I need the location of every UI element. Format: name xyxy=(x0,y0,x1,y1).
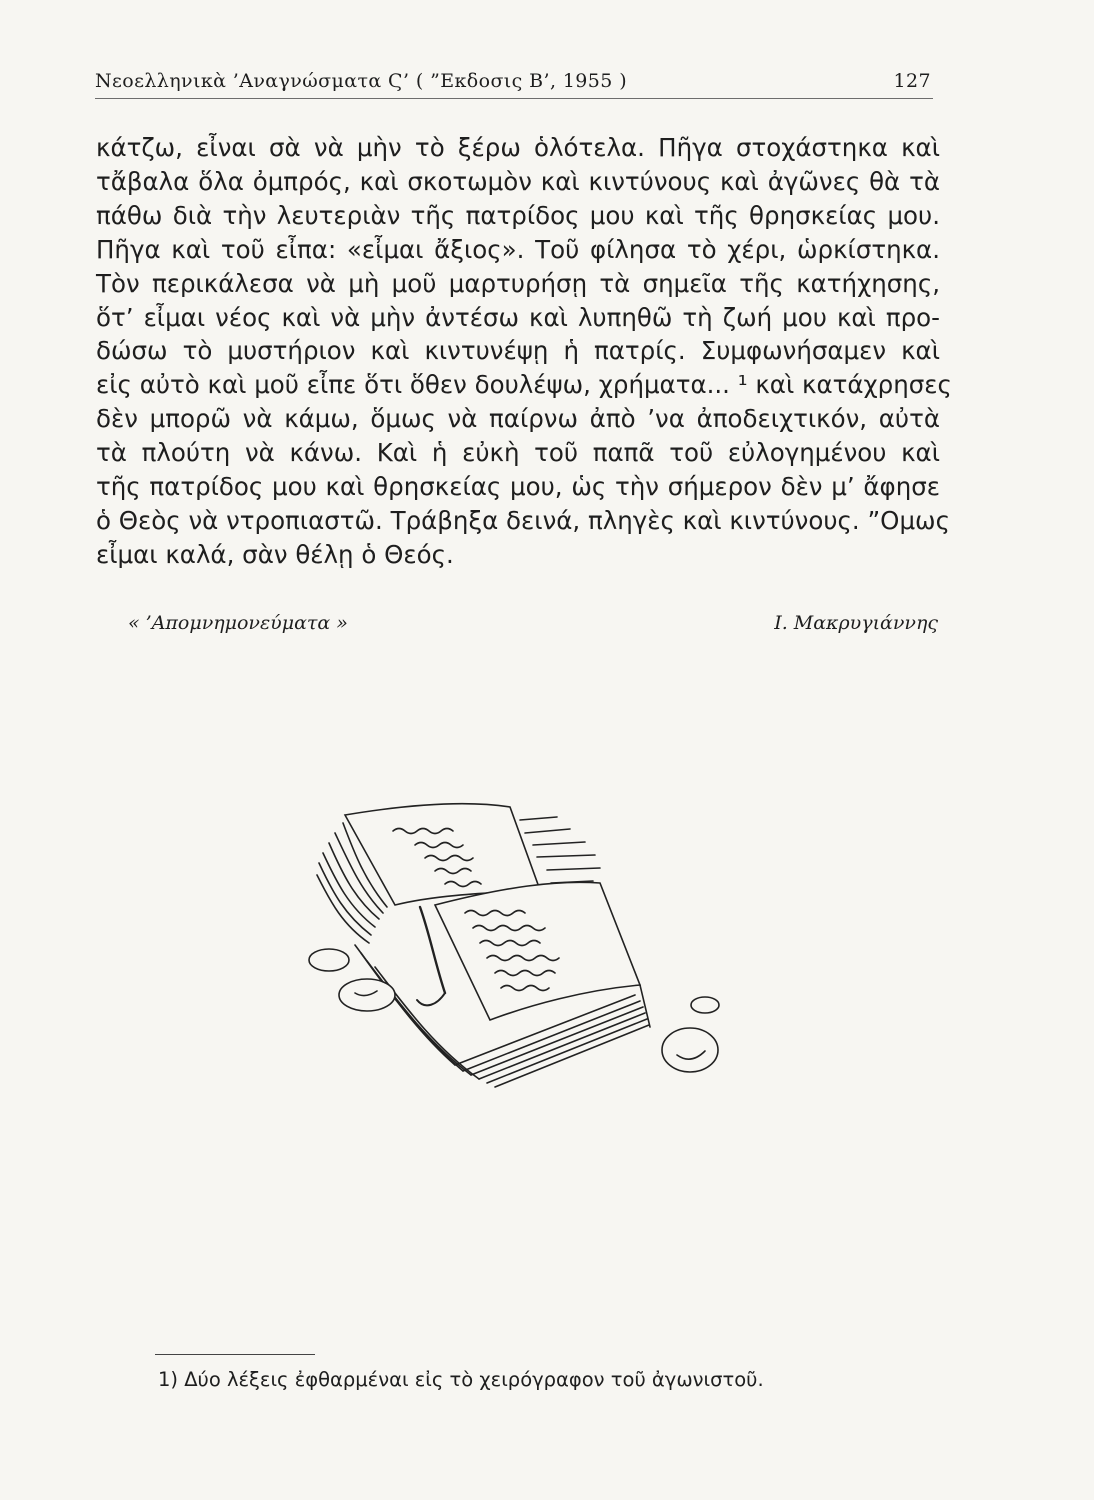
running-header xyxy=(95,68,933,99)
author-name: Ι. Μακρυγιάννης xyxy=(774,612,938,634)
text-line: ὁ Θεὸς νὰ ντροπιαστῶ. Τράβηξα δεινά, πληγὲς καὶ κιντύνους. ”Ομως xyxy=(96,505,950,535)
text-line: τἄβαλα ὅλα ὀμπρός, καὶ σκοτωμὸν καὶ κιντύνους καὶ ἀγῶνες θὰ τὰ xyxy=(96,166,940,196)
source-work-title: « ’Απομνημονεύματα » xyxy=(128,612,348,634)
text-line: ὅτ’ εἶμαι νέος καὶ νὰ μὴν ἀντέσω καὶ λυπηθῶ τὴ ζωή μου καὶ προ- xyxy=(96,302,940,332)
footnote: 1) Δύο λέξεις ἐφθαρμέναι εἰς τὸ χειρόγραφον τοῦ ἀγωνιστοῦ. xyxy=(158,1368,764,1391)
page-number: 127 xyxy=(893,70,931,92)
manuscript-bundle-icon xyxy=(295,795,775,1105)
body-text xyxy=(96,131,952,572)
text-line: εἶμαι καλά, σὰν θέλῃ ὁ Θεός. xyxy=(96,539,454,569)
text-line: πάθω διὰ τὴν λευτεριὰν τῆς πατρίδος μου καὶ τῆς θρησκείας μου. xyxy=(96,200,940,230)
text-line: δὲν μπορῶ νὰ κάμω, ὅμως νὰ παίρνω ἀπὸ ’να ἀποδειχτικόν, αὐτὰ xyxy=(96,404,940,434)
text-line: εἰς αὐτὸ καὶ μοῦ εἶπε ὅτι ὅθεν δουλέψω, χρήματα... ¹ καὶ κατάχρησες xyxy=(96,370,952,400)
text-line: τὰ πλούτη νὰ κάνω. Καὶ ἡ εὐκὴ τοῦ παπᾶ τοῦ εὐλογημένου καὶ xyxy=(96,438,940,468)
text-line: Πῆγα καὶ τοῦ εἶπα: «εἶμαι ἄξιος». Τοῦ φίλησα τὸ χέρι, ὡρκίστηκα. xyxy=(96,234,940,264)
running-title: Νεοελληνικὰ ’Αναγνώσματα Ϛ’ ( ”Εκδοσις Β’, 1955 ) xyxy=(95,70,628,92)
text-line: κάτζω, εἶναι σὰ νὰ μὴν τὸ ξέρω ὁλότελα. Πῆγα στοχάστηκα καὶ xyxy=(96,133,940,162)
text-line: τῆς πατρίδος μου καὶ θρησκείας μου, ὡς τὴν σήμερον δὲν μ’ ἄφησε xyxy=(96,472,940,502)
text-line: δώσω τὸ μυστήριον καὶ κιντυνέψῃ ἡ πατρίς. Συμφωνήσαμεν καὶ xyxy=(96,336,940,366)
attribution xyxy=(128,612,938,646)
text-line: Τὸν περικάλεσα νὰ μὴ μοῦ μαρτυρήσῃ τὰ σημεῖα τῆς κατήχησης, xyxy=(96,268,940,298)
manuscript-illustration xyxy=(295,795,775,1105)
footnote-divider xyxy=(155,1354,315,1355)
